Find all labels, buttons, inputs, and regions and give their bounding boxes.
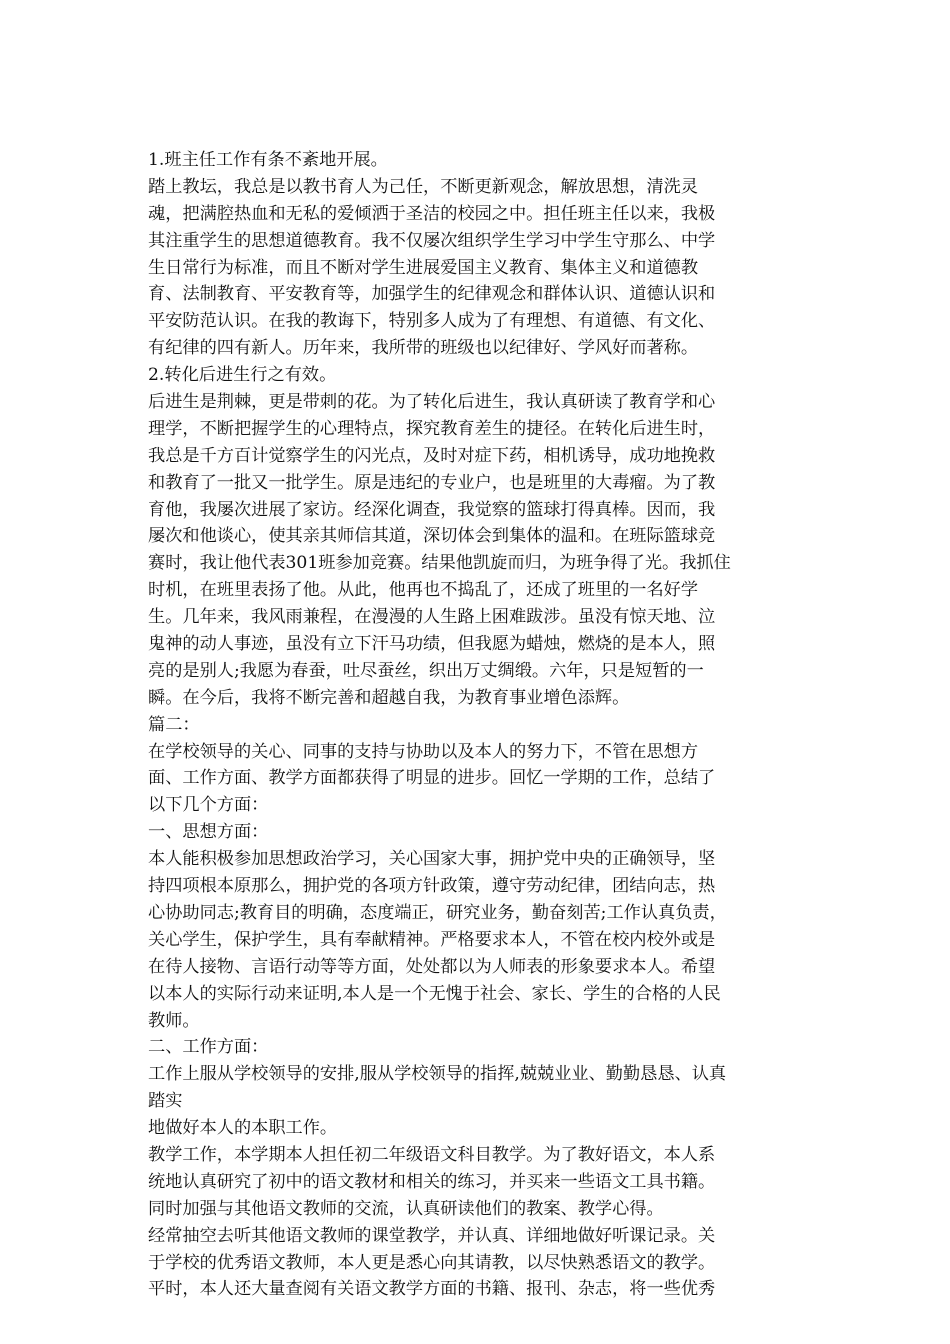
text-line: 1.班主任工作有条不紊地开展。 [148,150,388,170]
text-line: 育他，我屡次进展了家访。经深化调查，我觉察的篮球打得真棒。因而，我 [148,499,716,520]
text-line: 地做好本人的本职工作。 [148,1118,338,1139]
text-line: 平时，本人还大量查阅有关语文教学方面的书籍、报刊、杂志，将一些优秀 [148,1279,716,1300]
text-line: 以本人的实际行动来证明,本人是一个无愧于社会、家长、学生的合格的人民 [148,983,721,1004]
text-line: 理学，不断把握学生的心理特点，探究教育差生的捷径。在转化后进生时， [148,418,716,439]
text-line: 有纪律的四有新人。历年来，我所带的班级也以纪律好、学风好而著称。 [148,338,699,359]
text-line: 2.转化后进生行之有效。 [148,365,337,386]
text-line: 赛时，我让他代表301班参加竞赛。结果他凯旋而归，为班争得了光。我抓住 [148,553,731,574]
text-line: 心协助同志;教育目的明确，态度端正，研究业务，勤奋刻苦;工作认真负责， [148,902,727,923]
text-line: 平安防范认识。在我的教诲下，特别多人成为了有理想、有道德、有文化、 [148,311,716,332]
text-line: 魂，把满腔热血和无私的爱倾洒于圣洁的校园之中。担任班主任以来，我极 [148,203,716,224]
text-line: 生。几年来，我风雨兼程，在漫漫的人生路上困难跋涉。虽没有惊天地、泣 [148,607,716,628]
text-line: 经常抽空去听其他语文教师的课堂教学，并认真、详细地做好听课记录。关 [148,1225,716,1246]
text-line: 面、工作方面、教学方面都获得了明显的进步。回忆一学期的工作，总结了 [148,768,716,789]
text-line: 教学工作，本学期本人担任初二年级语文科目教学。为了教好语文，本人系 [148,1144,716,1165]
text-line: 关心学生，保护学生，具有奉献精神。严格要求本人，不管在校内校外或是 [148,929,716,950]
text-line: 生日常行为标准，而且不断对学生进展爱国主义教育、集体主义和道德教 [148,257,699,278]
document-body [148,147,808,1303]
text-line: 二、工作方面： [148,1037,269,1058]
text-line: 鬼神的动人事迹，虽没有立下汗马功绩，但我愿为蜡烛，燃烧的是本人，照 [148,634,716,655]
text-line: 后进生是荆棘，更是带刺的花。为了转化后进生，我认真研读了教育学和心 [148,392,716,413]
text-line: 时机，在班里表扬了他。从此，他再也不捣乱了，还成了班里的一名好学 [148,580,699,601]
text-line: 持四项根本原那么，拥护党的各项方针政策，遵守劳动纪律，团结向志，热 [148,876,716,897]
text-line: 亮的是别人;我愿为春蚕，吐尽蚕丝，织出万丈绸缎。六年，只是短暂的一 [148,660,704,681]
text-line: 和教育了一批又一批学生。原是违纪的专业户，也是班里的大毒瘤。为了教 [148,472,716,493]
text-line: 统地认真研究了初中的语文教材和相关的练习，并买来一些语文工具书籍。 [148,1171,716,1192]
text-line: 我总是千方百计觉察学生的闪光点，及时对症下药，相机诱导，成功地挽救 [148,445,716,466]
text-line: 在学校领导的关心、同事的支持与协助以及本人的努力下，不管在思想方 [148,741,699,762]
text-line: 其注重学生的思想道德教育。我不仅屡次组织学生学习中学生守那么、中学 [148,230,716,251]
text-line: 于学校的优秀语文教师，本人更是悉心向其请教，以尽快熟悉语文的教学。 [148,1252,716,1273]
text-line: 工作上服从学校领导的安排,服从学校领导的指挥,兢兢业业、勤勤恳恳、认真 [148,1064,727,1085]
text-line: 瞬。在今后，我将不断完善和超越自我，为教育事业增色添辉。 [148,687,630,708]
text-line: 本人能积极参加思想政治学习，关心国家大事，拥护党中央的正确领导，坚 [148,849,716,870]
text-line: 以下几个方面： [148,795,269,816]
text-line: 屡次和他谈心，使其亲其师信其道，深切体会到集体的温和。在班际篮球竞 [148,526,716,547]
text-line: 教师。 [148,1010,200,1031]
text-line: 育、法制教育、平安教育等，加强学生的纪律观念和群体认识、道德认识和 [148,284,716,305]
text-line: 篇二： [148,714,200,735]
text-line: 同时加强与其他语文教师的交流，认真研读他们的教案、教学心得。 [148,1198,664,1219]
text-line: 在待人接物、言语行动等等方面，处处都以为人师表的形象要求本人。希望 [148,956,716,977]
text-line: 踏实 [148,1091,183,1112]
text-line: 踏上教坛，我总是以教书育人为己任，不断更新观念，解放思想，清洗灵 [148,176,699,197]
text-line: 一、思想方面： [148,822,269,843]
